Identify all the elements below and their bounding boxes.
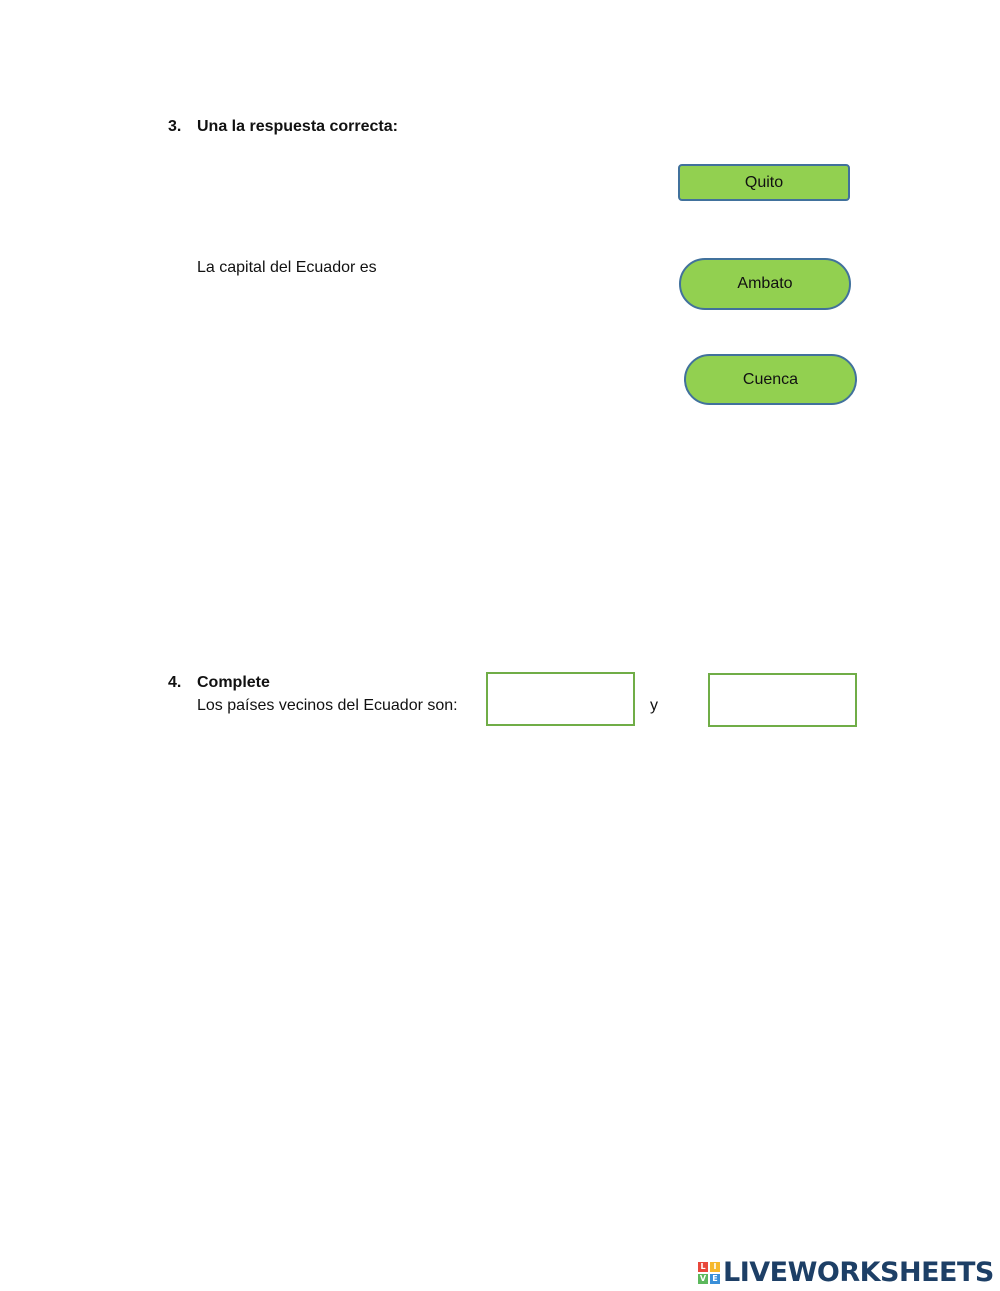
question-3-number: 3. (168, 118, 182, 135)
liveworksheets-logo (698, 1257, 994, 1288)
connector-y: y (650, 697, 658, 714)
logo-square-l: L (698, 1262, 708, 1272)
logo-text: LIVEWORKSHEETS (723, 1257, 994, 1288)
option-ambato[interactable]: Ambato (679, 258, 851, 310)
question-3-prompt: La capital del Ecuador es (197, 259, 377, 276)
logo-square-v: V (699, 1273, 707, 1283)
question-4-number: 4. (168, 674, 182, 691)
option-quito[interactable]: Quito (678, 164, 850, 201)
answer-input-2[interactable] (708, 673, 857, 727)
logo-square-e: E (710, 1274, 720, 1284)
option-cuenca[interactable]: Cuenca (684, 354, 857, 405)
question-3-title: Una la respuesta correcta: (197, 118, 398, 135)
question-4-prompt: Los países vecinos del Ecuador son: (197, 697, 458, 714)
logo-squares-icon (698, 1262, 720, 1284)
logo-square-i: I (710, 1262, 720, 1272)
question-4-title: Complete (197, 674, 270, 691)
answer-input-1[interactable] (486, 672, 635, 726)
